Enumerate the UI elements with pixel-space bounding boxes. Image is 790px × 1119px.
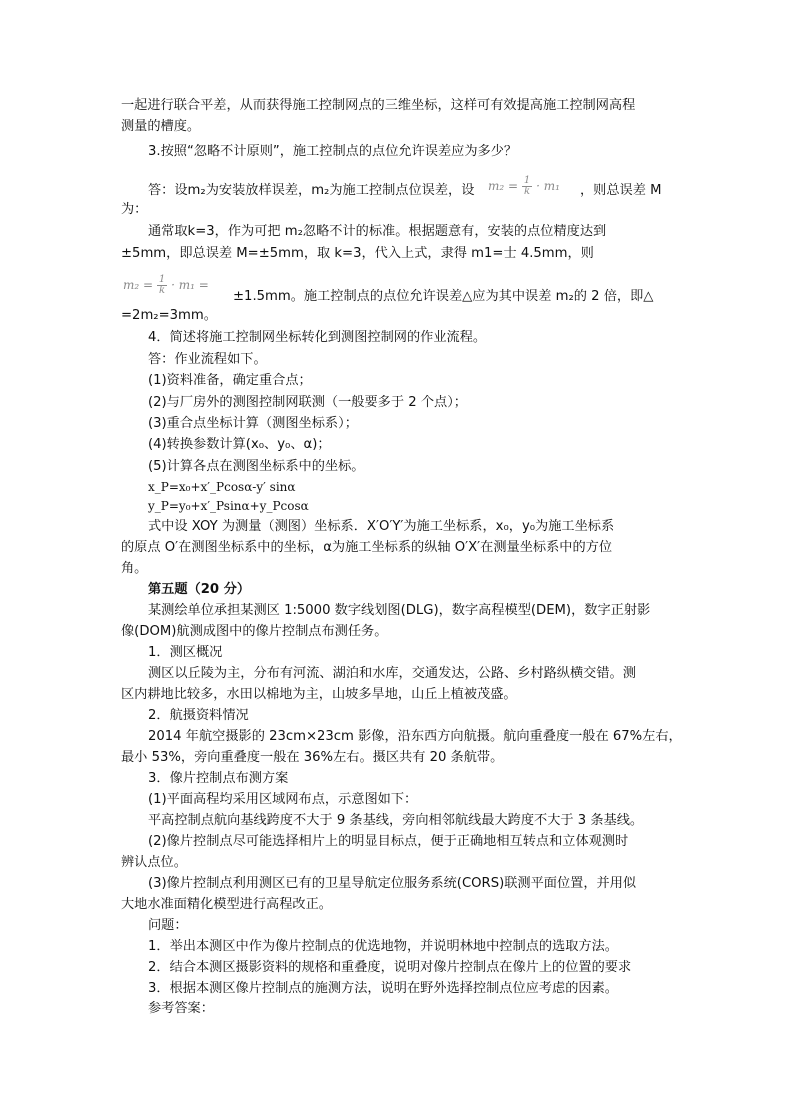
paragraph-line: 通常取k=3，作为可把 m₂忽略不计的标准。根据题意有，安装的点位精度达到 [148, 224, 607, 239]
question-item: 1．举出本测区中作为像片控制点的优选地物，并说明林地中控制点的选取方法。 [148, 939, 618, 954]
paragraph-line: 答：作业流程如下。 [148, 352, 267, 367]
paragraph-line: 为： [121, 202, 148, 217]
list-item: (4)转换参数计算(x₀、y₀、α)； [148, 437, 331, 452]
paragraph-line: 一起进行联合平差，从而获得施工控制网点的三维坐标，这样可有效提高施工控制网高程 [121, 98, 636, 113]
section-heading: 第五题（20 分） [148, 582, 251, 597]
list-item: (3)重合点坐标计算（测图坐标系）； [148, 416, 358, 431]
paragraph-line: ±1.5mm。施工控制点的点位允许误差△应为其中误差 m₂的 2 倍，即△ [233, 289, 654, 304]
paragraph-line: =2m₂=3mm。 [121, 308, 217, 323]
answer-3-line: 答：设m₂为安装放样误差，m₂为施工控制点位误差，设 [148, 183, 475, 198]
paragraph-line: 测区以丘陵为主，分布有河流、湖泊和水库，交通发达，公路、乡村路纵横交错。测 [148, 666, 636, 681]
formula-image-1: m₂ = $\frac{1}{k}$ · m₁ [488, 175, 560, 197]
list-item: (3)像片控制点利用测区已有的卫星导航定位服务系统(CORS)联测平面位置，并用似 [148, 876, 637, 891]
subheading: 1．测区概况 [148, 645, 223, 660]
paragraph-line: 大地水准面精化模型进行高程改正。 [121, 897, 332, 912]
paragraph-line: 2014 年航空摄影的 23cm×23cm 影像，沿东西方向航摄。航向重叠度一般在 67%左右， [148, 729, 682, 744]
list-item: (1)资料准备，确定重合点； [148, 373, 312, 388]
question-item: 3．根据本测区像片控制点的施测方法，说明在野外选择控制点位应考虑的因素。 [148, 981, 618, 996]
paragraph-line: 问题： [148, 918, 188, 933]
paragraph-line: 最小 53%，旁向重叠度一般在 36%左右。摄区共有 20 条航带。 [121, 750, 504, 765]
paragraph-line: 区内耕地比较多，水田以棉地为主，山坡多旱地，山丘上植被茂盛。 [121, 687, 517, 702]
equation-y: y_P=y₀+x′_Psinα+y_Pcosα [148, 499, 309, 513]
question-4: 4．简述将施工控制网坐标转化到测图控制网的作业流程。 [148, 330, 487, 345]
paragraph-line: 式中设 XOY 为测量（测图）坐标系．X′O′Y′为施工坐标系，x₀，y₀为施工坐标系 [148, 519, 615, 534]
paragraph-line: 辨认点位。 [121, 855, 187, 870]
subheading: 3．像片控制点布测方案 [148, 771, 289, 786]
subheading: 2．航摄资料情况 [148, 708, 249, 723]
formula-image-2: m₂ = $\frac{1}{k}$ · m₁ = [123, 274, 209, 296]
list-item: (2)像片控制点尽可能选择相片上的明显目标点，便于正确地相互转点和立体观测时 [148, 834, 629, 849]
paragraph-line: 参考答案： [148, 1001, 214, 1016]
paragraph-line: 的原点 O′在测图坐标系中的坐标，α为施工坐标系的纵轴 O′X′在测量坐标系中的方位 [121, 540, 613, 555]
paragraph-line: 平高控制点航向基线跨度不大于 9 条基线，旁向相邻航线最大跨度不大于 3 条基线。 [148, 813, 644, 828]
paragraph-line: 像(DOM)航测成图中的像片控制点布测任务。 [121, 624, 388, 639]
question-item: 2．结合本测区摄影资料的规格和重叠度，说明对像片控制点在像片上的位置的要求 [148, 960, 632, 975]
paragraph-line: ±5mm，即总误差 M=±5mm，取 k=3，代入上式，隶得 m1=士 4.5mm，则 [121, 246, 594, 261]
list-item: (2)与厂房外的测图控制网联测（一般要多于 2 个点）； [148, 395, 467, 410]
paragraph-line: 测量的槽度。 [121, 119, 201, 134]
equation-x: x_P=x₀+x′_Pcosα-y′ sinα [148, 480, 296, 494]
paragraph-line: 某测绘单位承担某测区 1:5000 数字线划图(DLG)，数字高程模型(DEM)，数字正射影 [148, 603, 651, 618]
paragraph-line: 角。 [121, 561, 148, 576]
answer-3-line-tail: ，则总误差 M [580, 183, 662, 198]
list-item: (5)计算各点在测图坐标系中的坐标。 [148, 459, 365, 474]
question-3: 3.按照“忽略不计原则”，施工控制点的点位允许误差应为多少？ [148, 144, 518, 159]
list-item: (1)平面高程均采用区域网布点，示意图如下： [148, 792, 418, 807]
